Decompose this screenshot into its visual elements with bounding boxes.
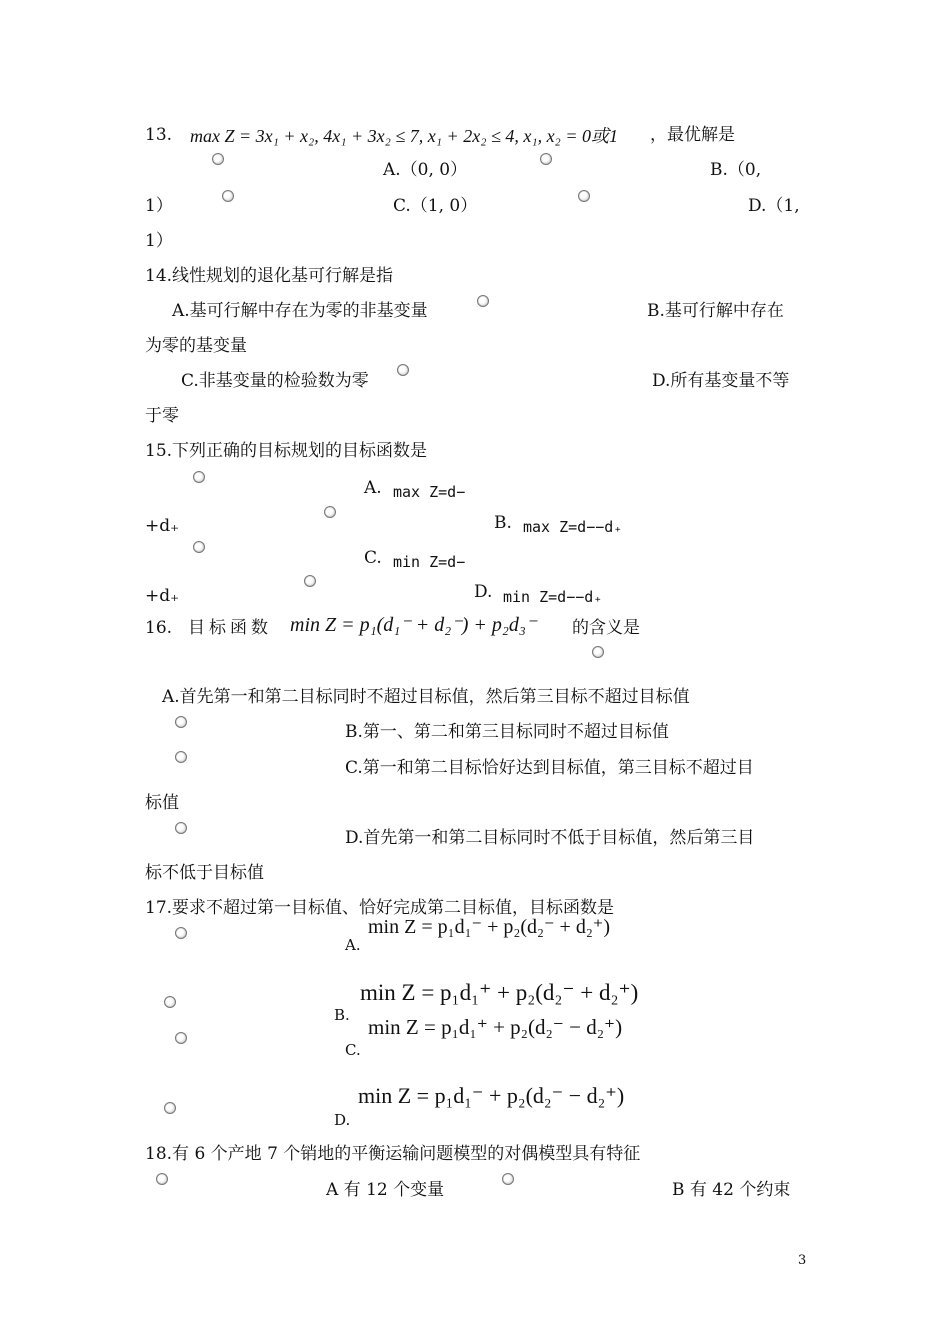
q18-radio-b[interactable] — [502, 1173, 514, 1185]
q16-option-a: A.首先第一和第二目标同时不超过目标值，然后第三目标不超过目标值 — [162, 687, 690, 707]
q16-option-c: C.第一和第二目标恰好达到目标值，第三目标不超过目 — [345, 758, 754, 778]
q13-option-a: A.（0, 0） — [383, 160, 468, 180]
q16-formula: min Z = p₁(d₁⁻ + d₂⁻) + p₂d₃⁻ — [290, 614, 537, 636]
q17-radio-d[interactable] — [164, 1102, 176, 1114]
q17-option-d-label: D. — [334, 1111, 351, 1129]
q15-option-d-text: min Z=d−−d₊ — [503, 588, 603, 606]
q16-radio-d[interactable] — [175, 822, 187, 834]
q13-option-d-cont: 1） — [145, 231, 173, 251]
q18-option-a: A 有 12 个变量 — [326, 1180, 445, 1200]
q17-option-a-formula: min Z = p₁d₁⁻ + p₂(d₂⁻ + d₂⁺) — [368, 916, 611, 938]
q16-number: 16. — [145, 618, 173, 638]
q13-radio-c[interactable] — [222, 190, 234, 202]
q16-radio-b[interactable] — [175, 716, 187, 728]
q15-radio-d[interactable] — [304, 575, 316, 587]
q17-option-b-formula: min Z = p₁d₁⁺ + p₂(d₂⁻ + d₂⁺) — [360, 980, 639, 1005]
q14-option-d-cont: 于零 — [145, 406, 179, 426]
q14-radio-b[interactable] — [477, 295, 489, 307]
q17-radio-c[interactable] — [175, 1032, 187, 1044]
q17-option-c-label: C. — [345, 1041, 361, 1059]
q16-option-d-cont: 标不低于目标值 — [145, 863, 264, 883]
q18-stem: 18.有 6 个产地 7 个销地的平衡运输问题模型的对偶模型具有特征 — [145, 1144, 641, 1164]
q13-option-b: B.（0, — [710, 160, 762, 180]
q14-option-b-cont: 为零的基变量 — [145, 336, 247, 356]
q17-option-c-formula: min Z = p₁d₁⁺ + p₂(d₂⁻ − d₂⁺) — [368, 1015, 623, 1039]
q17-radio-b[interactable] — [164, 996, 176, 1008]
q13-formula: max Z = 3x₁ + x₂, 4x₁ + 3x₂ ≤ 7, x₁ + 2x₂ ≤ 4, x₁, x₂ = 0或1 — [190, 126, 618, 146]
q17-option-d-formula: min Z = p₁d₁⁻ + p₂(d₂⁻ − d₂⁺) — [358, 1083, 625, 1108]
q13-radio-d[interactable] — [578, 190, 590, 202]
q17-option-b-label: B. — [334, 1006, 350, 1024]
q14-stem: 14.线性规划的退化基可行解是指 — [145, 266, 394, 286]
q15-radio-a[interactable] — [193, 471, 205, 483]
q16-suffix: 的含义是 — [572, 618, 640, 638]
q15-option-b-text: max Z=d−−d₊ — [523, 518, 623, 536]
q18-option-b: B 有 42 个约束 — [672, 1180, 791, 1200]
q15-radio-b[interactable] — [324, 506, 336, 518]
q13-number: 13. — [145, 125, 173, 145]
q15-stem: 15.下列正确的目标规划的目标函数是 — [145, 441, 428, 461]
q15-option-a-text: max Z=d− — [393, 483, 466, 501]
q13-option-d: D.（1, — [748, 196, 800, 216]
page-number: 3 — [798, 1253, 807, 1268]
q14-option-c: C.非基变量的检验数为零 — [181, 371, 369, 391]
q16-lead: 目标函数 — [188, 618, 272, 638]
q13-radio-a[interactable] — [212, 153, 224, 165]
q15-option-b-label: B. — [494, 513, 512, 533]
q15-option-c-label: C. — [364, 548, 382, 568]
q13-option-b-cont: 1） — [145, 196, 173, 216]
q17-radio-a[interactable] — [175, 927, 187, 939]
q17-option-a-label: A. — [345, 936, 361, 954]
q16-option-d: D.首先第一和第二目标同时不低于目标值，然后第三目 — [345, 828, 755, 848]
q13-suffix: ，最优解是 — [650, 125, 735, 145]
q13-option-c: C.（1, 0） — [393, 196, 478, 216]
q15-option-c-text: min Z=d− — [393, 553, 466, 571]
q15-option-d-label: D. — [474, 582, 493, 602]
q15-option-a-cont: +d₊ — [145, 516, 180, 536]
q14-option-b: B.基可行解中存在 — [647, 301, 784, 321]
q14-option-a: A.基可行解中存在为零的非基变量 — [172, 301, 428, 321]
q16-option-b: B.第一、第二和第三目标同时不超过目标值 — [345, 722, 669, 742]
q13-radio-b[interactable] — [540, 153, 552, 165]
q14-option-d: D.所有基变量不等 — [652, 371, 790, 391]
q16-option-c-cont: 标值 — [145, 793, 179, 813]
q14-radio-d[interactable] — [397, 364, 409, 376]
q15-option-a-label: A. — [364, 478, 382, 498]
q15-radio-c[interactable] — [193, 541, 205, 553]
q16-radio-c[interactable] — [175, 751, 187, 763]
q15-option-c-cont: +d₊ — [145, 586, 180, 606]
q18-radio-a[interactable] — [156, 1173, 168, 1185]
q16-radio-a[interactable] — [592, 646, 604, 658]
q17-stem: 17.要求不超过第一目标值、恰好完成第二目标值，目标函数是 — [145, 898, 615, 918]
